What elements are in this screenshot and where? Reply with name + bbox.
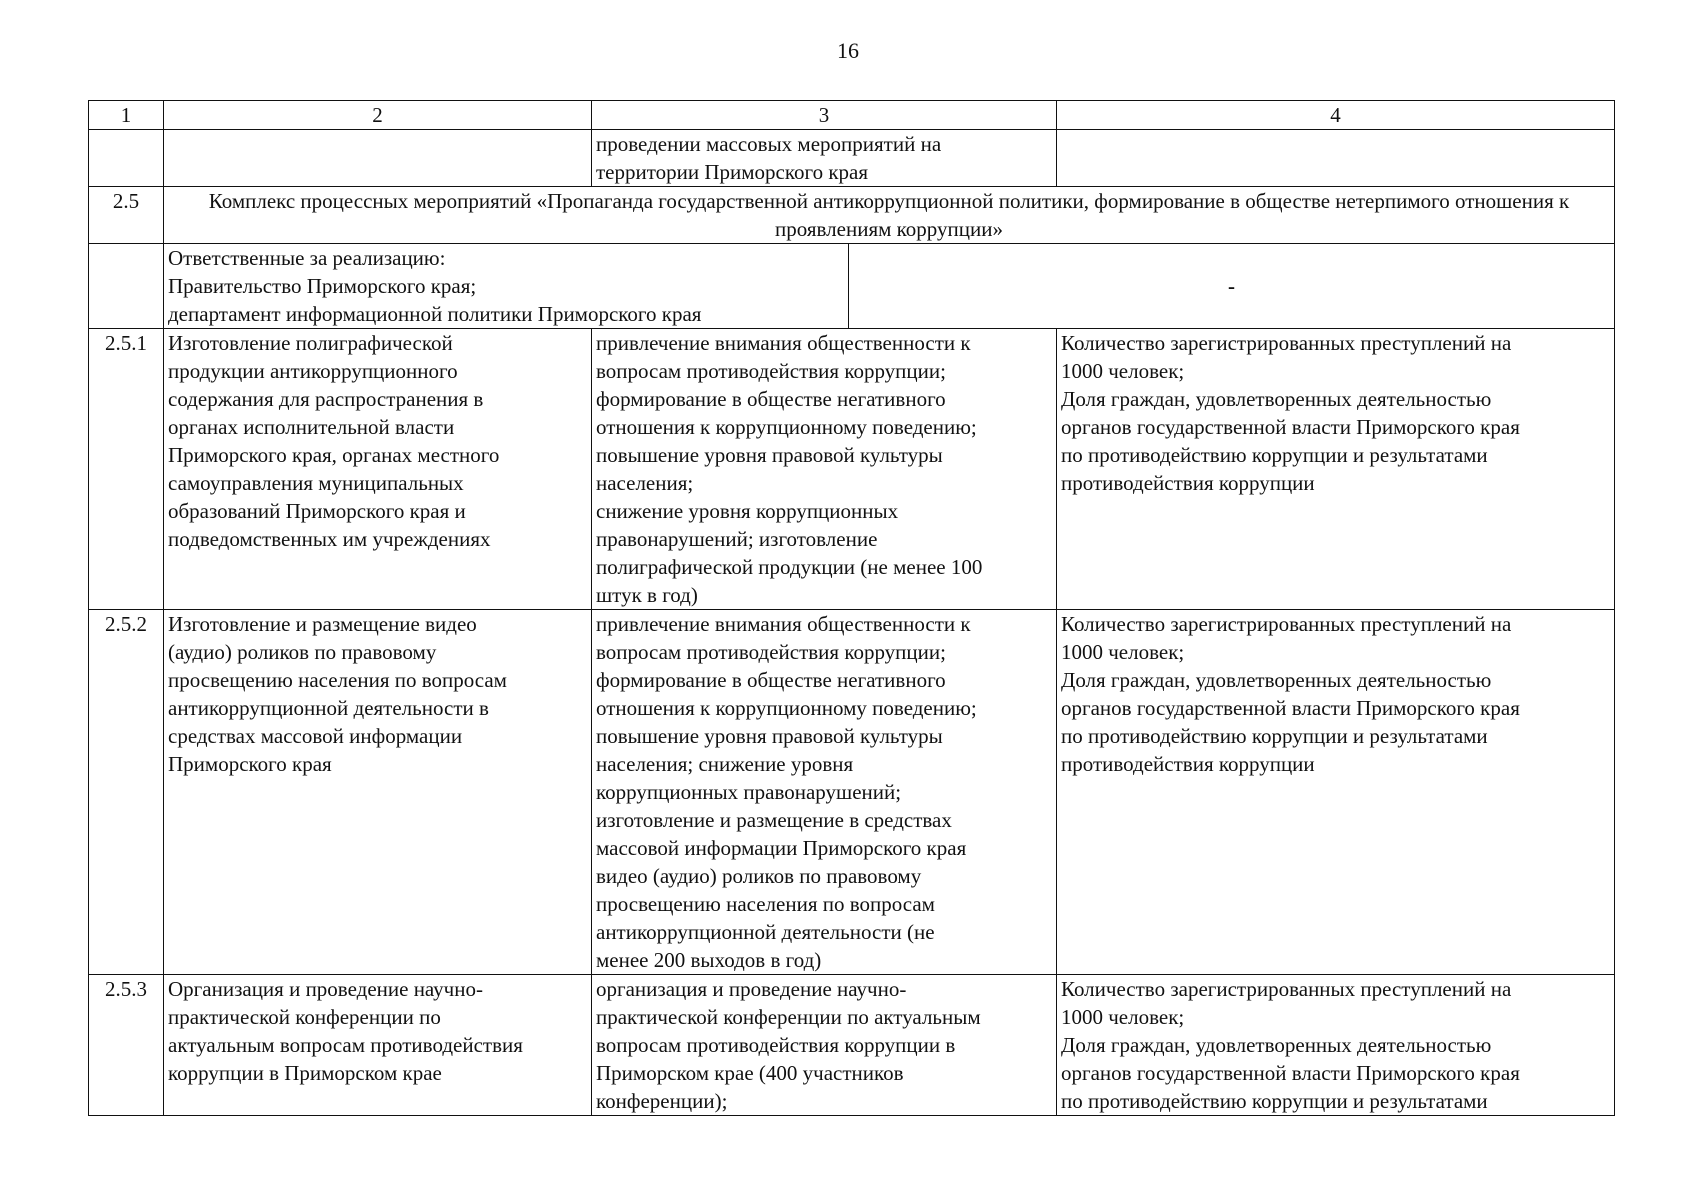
row-result-cell [592,329,1057,610]
column-header-1: 1 [89,101,164,130]
row-indicator-line: органов государственной власти Приморского края [1061,415,1520,439]
column-header-4: 4 [1057,101,1615,130]
continuation-name-cell [164,130,592,187]
row-result-line: вопросам противодействия коррупции; [596,640,946,664]
row-result-line: организация и проведение научно- [596,977,907,1001]
column-header-row [89,101,1615,130]
row-result-line: отношения к коррупционному поведению; [596,696,977,720]
row-name-line: Приморского края [168,752,332,776]
row-result-line: населения; [596,471,694,495]
continuation-result-cell [592,130,1057,187]
table-row [89,329,1615,610]
row-name-line: Приморского края, органах местного [168,443,500,467]
row-name-line: содержания для распространения в [168,387,484,411]
row-name-line: актуальным вопросам противодействия [168,1033,523,1057]
row-result-line: привлечение внимания общественности к [596,612,971,636]
measures-table [88,100,1615,1116]
row-indicator-line: органов государственной власти Приморского края [1061,1061,1520,1085]
row-indicator-line: 1000 человек; [1061,1005,1185,1029]
row-result-line: формирование в обществе негативного [596,387,946,411]
row-result-line: населения; снижение уровня [596,752,854,776]
column-header-3: 3 [592,101,1057,130]
row-result-line: массовой информации Приморского края [596,836,967,860]
row-indicator-line: Количество зарегистрированных преступлений на [1061,331,1512,355]
responsible-lines [164,244,848,328]
section-number: 2.5 [89,187,164,244]
row-result-cell [592,610,1057,975]
responsible-line: Правительство Приморского края; [168,274,477,298]
row-indicator-line: Количество зарегистрированных преступлений на [1061,612,1512,636]
row-result-line: просвещению населения по вопросам [596,892,935,916]
row-result-line: вопросам противодействия коррупции; [596,359,946,383]
row-name-line: Изготовление полиграфической [168,331,453,355]
row-indicator-line: противодействия коррупции [1061,471,1315,495]
continuation-number-cell [89,130,164,187]
table-row [89,610,1615,975]
responsible-value: - [848,244,1614,328]
table-row [89,975,1615,1116]
row-result-line: формирование в обществе негативного [596,668,946,692]
row-result-line: практической конференции по актуальным [596,1005,981,1029]
row-name-line: образований Приморского края и [168,499,466,523]
row-indicator-line: 1000 человек; [1061,359,1185,383]
row-result-line: конференции); [596,1089,728,1113]
row-indicator-line: противодействия коррупции [1061,752,1315,776]
row-name-line: подведомственных им учреждениях [168,527,491,551]
row-name-cell [164,975,592,1116]
row-indicator-cell [1057,329,1615,610]
row-indicator-line: 1000 человек; [1061,640,1185,664]
continuation-indicator-cell [1057,130,1615,187]
row-result-line: повышение уровня правовой культуры [596,724,943,748]
row-result-cell [592,975,1057,1116]
row-result-line: Приморском крае (400 участников [596,1061,904,1085]
row-indicator-line: по противодействию коррупции и результатами [1061,443,1488,467]
section-row [89,187,1615,244]
row-result-line: антикоррупционной деятельности (не [596,920,935,944]
row-name-cell [164,610,592,975]
row-name-line: (аудио) роликов по правовому [168,640,437,664]
row-name-line: антикоррупционной деятельности в [168,696,489,720]
row-result-line: вопросам противодействия коррупции в [596,1033,956,1057]
continuation-line: территории Приморского края [596,160,869,184]
row-indicator-line: по противодействию коррупции и результатами [1061,1089,1488,1113]
row-name-line: практической конференции по [168,1005,441,1029]
responsible-cell [164,244,1615,329]
row-result-line: отношения к коррупционному поведению; [596,415,977,439]
row-number: 2.5.2 [89,610,164,975]
page-number: 16 [837,38,859,63]
continuation-row [89,130,1615,187]
section-title: Комплекс процессных мероприятий «Пропаганда государственной антикоррупционной политики, формирование в обществе нетерпимого отношения к проявлениям коррупции» [164,187,1615,244]
row-name-line: коррупции в Приморском крае [168,1061,442,1085]
row-name-line: самоуправления муниципальных [168,471,464,495]
row-indicator-line: Доля граждан, удовлетворенных деятельностью [1061,387,1492,411]
row-indicator-line: Доля граждан, удовлетворенных деятельностью [1061,668,1492,692]
row-name-line: Организация и проведение научно- [168,977,483,1001]
row-name-line: просвещению населения по вопросам [168,668,507,692]
row-result-line: снижение уровня коррупционных [596,499,899,523]
responsible-row [89,244,1615,329]
row-name-line: органах исполнительной власти [168,415,455,439]
row-indicator-cell [1057,975,1615,1116]
row-result-line: видео (аудио) роликов по правовому [596,864,922,888]
row-name-line: средствах массовой информации [168,724,463,748]
row-indicator-cell [1057,610,1615,975]
responsible-number-cell [89,244,164,329]
row-indicator-line: Доля граждан, удовлетворенных деятельностью [1061,1033,1492,1057]
row-indicator-line: органов государственной власти Приморского края [1061,696,1520,720]
continuation-line: проведении массовых мероприятий на [596,132,942,156]
row-result-line: коррупционных правонарушений; [596,780,902,804]
row-result-line: менее 200 выходов в год) [596,948,822,972]
column-header-2: 2 [164,101,592,130]
row-indicator-line: Количество зарегистрированных преступлений на [1061,977,1512,1001]
row-number: 2.5.1 [89,329,164,610]
responsible-line: Ответственные за реализацию: [168,246,446,270]
row-number: 2.5.3 [89,975,164,1116]
row-result-line: полиграфической продукции (не менее 100 [596,555,983,579]
row-name-line: Изготовление и размещение видео [168,612,477,636]
row-result-line: штук в год) [596,583,698,607]
row-indicator-line: по противодействию коррупции и результатами [1061,724,1488,748]
row-name-line: продукции антикоррупционного [168,359,458,383]
row-result-line: правонарушений; изготовление [596,527,878,551]
row-name-cell [164,329,592,610]
responsible-line: департамент информационной политики Приморского края [168,302,702,326]
row-result-line: привлечение внимания общественности к [596,331,971,355]
row-result-line: повышение уровня правовой культуры [596,443,943,467]
row-result-line: изготовление и размещение в средствах [596,808,952,832]
